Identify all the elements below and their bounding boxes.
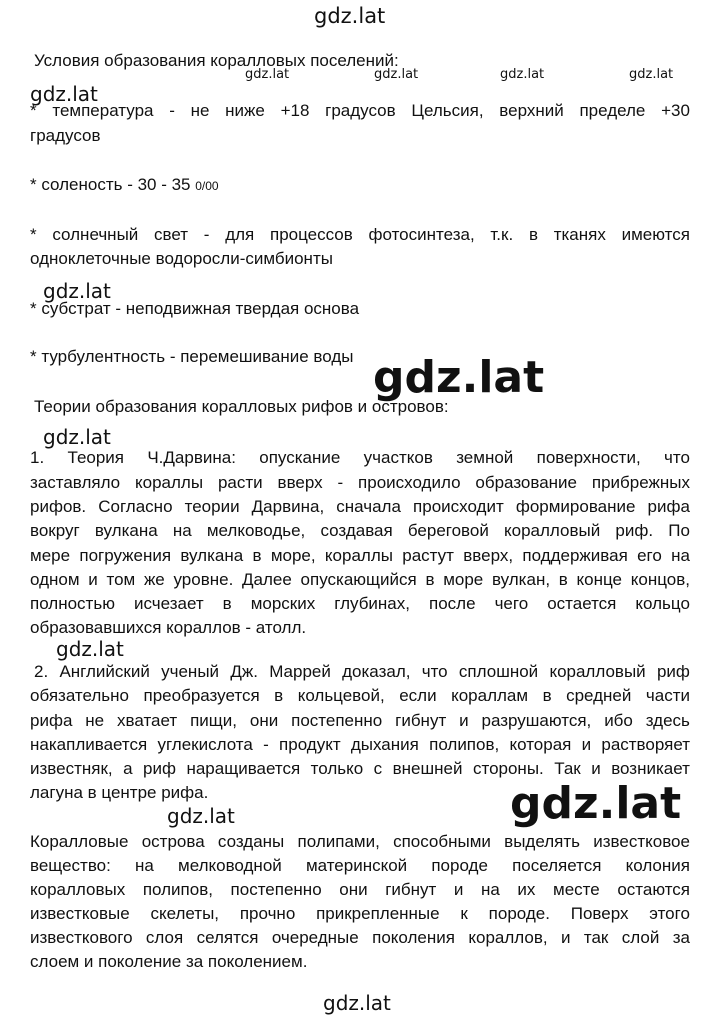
word: поддерживая <box>522 546 628 565</box>
word: Маррей <box>269 662 331 681</box>
word: на <box>480 880 500 899</box>
turbulence-line: * турбулентность - перемешивание воды <box>30 347 354 366</box>
word: концов, <box>630 570 690 589</box>
word: хватает <box>117 711 178 730</box>
watermark-small: gdz.lat <box>629 67 674 82</box>
word: если <box>399 686 437 705</box>
word: только <box>310 759 364 778</box>
word: а <box>123 759 133 778</box>
word: Согласно <box>98 497 173 516</box>
word: дыхания <box>350 735 419 754</box>
word: поколения <box>372 928 455 947</box>
word: и <box>581 735 592 754</box>
word: этого <box>649 904 690 923</box>
word: известковое <box>593 832 690 851</box>
word: что <box>664 448 690 467</box>
word: фотосинтеза, <box>368 225 475 244</box>
word: кораллы <box>324 546 393 565</box>
word: коралловый <box>549 662 646 681</box>
word: вверх <box>277 473 323 492</box>
word: слоя <box>145 928 184 947</box>
word: здесь <box>645 711 690 730</box>
heading-theories: Теории образования коралловых рифов и островов: <box>34 397 449 416</box>
word: опускающийся <box>300 570 417 589</box>
word: конце <box>576 570 623 589</box>
theory-2-line <box>30 760 690 777</box>
word: рифа <box>647 497 690 516</box>
word: стороны. <box>472 759 544 778</box>
word: поселяется <box>512 856 602 875</box>
word: не <box>85 711 105 730</box>
word: доказал, <box>342 662 411 681</box>
word: не <box>190 101 210 120</box>
word: острова <box>141 832 205 851</box>
word: растут <box>402 546 454 565</box>
word: и <box>560 928 571 947</box>
word: - <box>169 101 175 120</box>
theory-2-line <box>34 663 690 680</box>
theory-1-line <box>30 522 690 539</box>
watermark-medium: gdz.lat <box>30 82 98 106</box>
word: кораллов, <box>468 928 548 947</box>
theory-1-line <box>30 547 690 564</box>
theory-1-line: образовавшихся кораллов - атолл. <box>30 618 307 637</box>
word: расти <box>217 473 263 492</box>
conclusion-line <box>30 857 690 874</box>
word: По <box>668 521 690 540</box>
word: средней <box>566 686 632 705</box>
watermark-large: gdz.lat <box>373 352 545 403</box>
word: их <box>517 880 536 899</box>
word: и <box>459 711 469 730</box>
word: * <box>30 225 37 244</box>
word: преобразуется <box>143 686 260 705</box>
salinity-line <box>30 176 219 193</box>
word: коралловых <box>30 880 126 899</box>
word: мелководье, <box>206 521 306 540</box>
word: глубинах, <box>334 594 410 613</box>
word: способными <box>393 832 491 851</box>
word: поверхности, <box>536 448 641 467</box>
word: образование <box>475 473 578 492</box>
word: в <box>252 546 262 565</box>
word: кораллам <box>451 686 529 705</box>
word: - <box>203 225 210 244</box>
word: кораллы <box>135 473 204 492</box>
word: верхний <box>499 101 564 120</box>
word: вулкана <box>94 521 158 540</box>
word: Дарвина, <box>251 497 325 516</box>
word: ибо <box>604 711 633 730</box>
word: накапливается <box>30 735 148 754</box>
word: происходит <box>413 497 504 516</box>
word: создавая <box>320 521 393 540</box>
word: выделять <box>504 832 580 851</box>
word: прикрепленные <box>316 904 440 923</box>
conclusion-line <box>30 881 690 898</box>
word: они <box>339 880 368 899</box>
word: риф <box>143 759 176 778</box>
theory-1-line <box>30 498 690 515</box>
word: свет <box>154 225 189 244</box>
word: заставляло <box>30 473 121 492</box>
word: слой <box>621 928 660 947</box>
word: земной <box>456 448 514 467</box>
word: +30 <box>661 101 690 120</box>
word: остаются <box>617 880 690 899</box>
word: ученый <box>161 662 220 681</box>
word: части <box>645 686 690 705</box>
word: теории <box>184 497 240 516</box>
word: в <box>528 225 538 244</box>
word: Теория <box>67 448 125 467</box>
word: море, <box>270 546 316 565</box>
word: известковые <box>30 904 130 923</box>
word: уровне. <box>173 570 234 589</box>
watermark-medium: gdz.lat <box>43 279 111 303</box>
word: мелководной <box>178 856 282 875</box>
word: риф <box>656 662 690 681</box>
word: вулкан, <box>491 570 551 589</box>
word: ниже <box>225 101 265 120</box>
sunlight-line-2: одноклеточные водоросли-симбионты <box>30 249 333 268</box>
word: температура <box>52 101 154 120</box>
conclusion-line <box>30 929 690 946</box>
watermark-small: gdz.lat <box>374 67 419 82</box>
watermark-top: gdz.lat <box>314 4 386 28</box>
watermark-small: gdz.lat <box>245 67 290 82</box>
word: Английский <box>59 662 150 681</box>
word: гибнут <box>395 711 447 730</box>
word: имеются <box>621 225 690 244</box>
word: на <box>671 546 690 565</box>
heading-conditions: Условия образования коралловых поселений: <box>34 51 399 70</box>
word: одном <box>30 570 80 589</box>
theory-1-line <box>30 474 690 491</box>
word: после <box>429 594 476 613</box>
word: Цельсия, <box>411 101 484 120</box>
word: остается <box>547 594 617 613</box>
word: наращивается <box>186 759 301 778</box>
theory-2-line <box>30 712 690 729</box>
word: - <box>337 473 344 492</box>
word: скелеты, <box>150 904 220 923</box>
word: разрушаются, <box>481 711 592 730</box>
word: и <box>453 880 464 899</box>
word: созданы <box>217 832 285 851</box>
watermark-medium: gdz.lat <box>56 637 124 661</box>
word: рифа <box>30 711 73 730</box>
word: Поверх <box>570 904 629 923</box>
watermark-medium: gdz.lat <box>167 804 235 828</box>
word: Ч.Дарвина: <box>147 448 236 467</box>
word: кольцевой, <box>297 686 385 705</box>
word: чего <box>494 594 529 613</box>
word: углекислота <box>157 735 253 754</box>
word: пределе <box>579 101 646 120</box>
word: береговой <box>407 521 489 540</box>
word: с <box>373 759 383 778</box>
theory-1-line <box>30 449 690 466</box>
word: формирование <box>515 497 636 516</box>
word: сначала <box>336 497 401 516</box>
word: участков <box>363 448 433 467</box>
word: полностью <box>30 594 115 613</box>
word: мере <box>30 546 71 565</box>
watermark-large: gdz.lat <box>510 778 682 829</box>
word: за <box>672 928 690 947</box>
word: очередные <box>271 928 359 947</box>
word: прочно <box>239 904 296 923</box>
sunlight-line-1 <box>30 226 690 243</box>
word: к <box>460 904 468 923</box>
temperature-line-2: градусов <box>30 126 101 145</box>
word: процессов <box>269 225 353 244</box>
word: 1. <box>30 448 45 467</box>
substrate-line: * субстрат - неподвижная твердая основа <box>30 299 360 318</box>
word: на <box>135 856 154 875</box>
word: пищи, <box>190 711 237 730</box>
word: т.к. <box>490 225 514 244</box>
word: колония <box>625 856 690 875</box>
watermark-medium: gdz.lat <box>43 425 111 449</box>
word: его <box>637 546 662 565</box>
word: +18 <box>280 101 310 120</box>
word: том <box>106 570 136 589</box>
word: коралловый <box>504 521 601 540</box>
word: что <box>421 662 448 681</box>
word: которая <box>509 735 572 754</box>
word: кольцо <box>635 594 690 613</box>
conclusion-line <box>30 905 690 922</box>
word: полипами, <box>297 832 380 851</box>
word: в <box>425 570 435 589</box>
word: обязательно <box>30 686 130 705</box>
word: для <box>225 225 255 244</box>
word: вещество: <box>30 856 111 875</box>
watermark-medium: gdz.lat <box>323 991 391 1015</box>
theory-2-line <box>30 736 690 753</box>
word: вулкана <box>180 546 244 565</box>
theory-2-line: лагуна в центре рифа. <box>30 783 209 802</box>
word: опускание <box>259 448 341 467</box>
word: риф. <box>615 521 654 540</box>
word: селятся <box>196 928 259 947</box>
theory-1-line <box>30 571 690 588</box>
word: растворяет <box>601 735 690 754</box>
word: - <box>263 735 269 754</box>
word: материнской <box>305 856 408 875</box>
word: постепенно <box>291 711 383 730</box>
theory-2-line <box>30 687 690 704</box>
word: * <box>30 101 37 120</box>
word: и <box>591 759 601 778</box>
salinity-text: * соленость - 30 - 35 <box>30 175 196 194</box>
temperature-line-1 <box>30 102 690 119</box>
word: 2. <box>34 662 49 681</box>
conclusion-line <box>30 833 690 850</box>
salinity-unit: 0/00 <box>195 179 219 193</box>
word: солнечный <box>52 225 139 244</box>
word: Дж. <box>230 662 258 681</box>
word: так <box>583 928 609 947</box>
word: известняк, <box>30 759 113 778</box>
word: полипов, <box>429 735 500 754</box>
word: же <box>143 570 165 589</box>
word: море <box>443 570 484 589</box>
word: сплошной <box>458 662 539 681</box>
word: постепенно <box>230 880 322 899</box>
word: вокруг <box>30 521 80 540</box>
word: рифов. <box>30 497 87 516</box>
word: на <box>172 521 192 540</box>
conclusion-line: слоем и поколение за поколением. <box>30 952 308 971</box>
word: известкового <box>30 928 133 947</box>
word: в <box>558 570 568 589</box>
word: тканях <box>553 225 606 244</box>
word: в <box>274 686 284 705</box>
word: морских <box>250 594 316 613</box>
word: в <box>222 594 232 613</box>
word: в <box>542 686 552 705</box>
word: исчезает <box>133 594 204 613</box>
word: породе. <box>488 904 550 923</box>
word: полипов, <box>142 880 213 899</box>
word: прибрежных <box>591 473 690 492</box>
word: Далее <box>242 570 292 589</box>
word: происходило <box>358 473 461 492</box>
watermark-small: gdz.lat <box>500 67 545 82</box>
theory-1-line <box>30 595 690 612</box>
word: и <box>88 570 98 589</box>
word: Так <box>554 759 581 778</box>
word: погружения <box>79 546 172 565</box>
word: Коралловые <box>30 832 129 851</box>
word: внешней <box>392 759 463 778</box>
word: продукт <box>279 735 341 754</box>
word: они <box>249 711 279 730</box>
word: градусов <box>325 101 396 120</box>
word: гибнут <box>385 880 437 899</box>
word: возникает <box>611 759 690 778</box>
word: вверх, <box>463 546 514 565</box>
word: месте <box>553 880 600 899</box>
word: породе <box>431 856 488 875</box>
